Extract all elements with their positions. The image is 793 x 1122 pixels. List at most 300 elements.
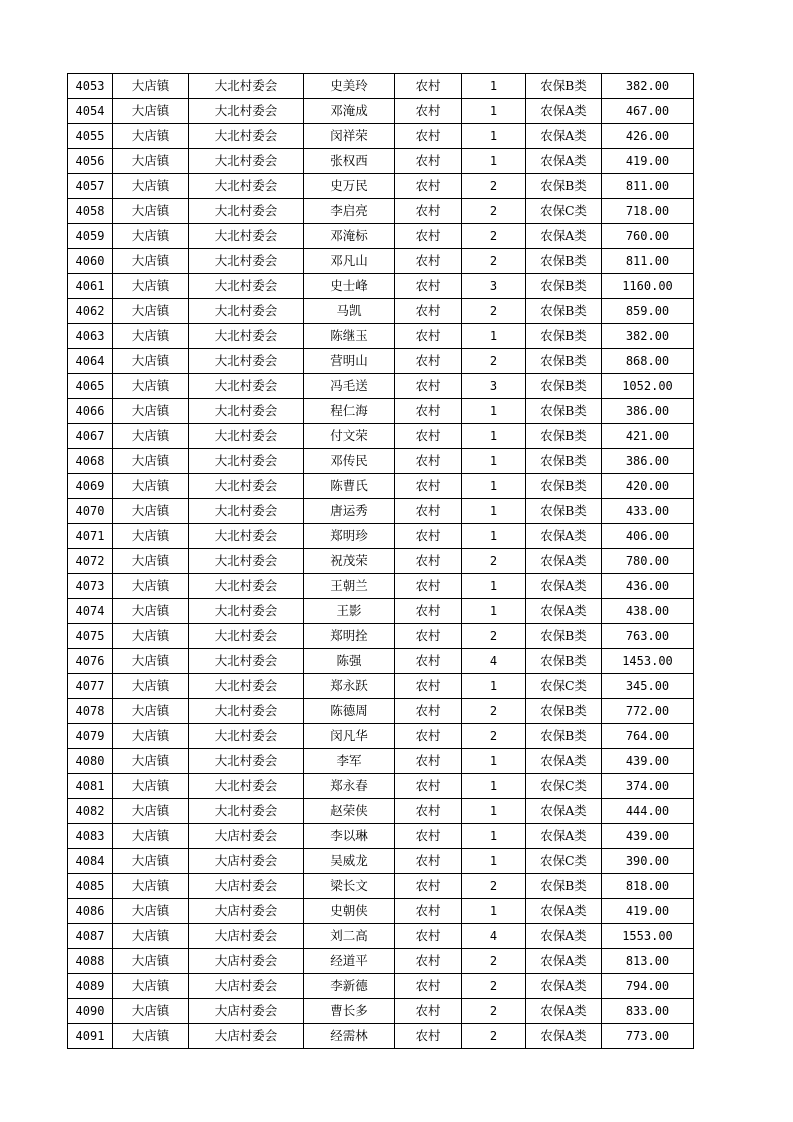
- area-type-cell: 农村: [395, 74, 462, 99]
- town-cell: 大店镇: [113, 424, 189, 449]
- area-type-cell: 农村: [395, 799, 462, 824]
- household-count-cell: 1: [462, 74, 526, 99]
- amount-cell: 345.00: [602, 674, 694, 699]
- table-row: [68, 324, 694, 349]
- household-count-cell: 1: [462, 749, 526, 774]
- household-count-cell: 1: [462, 399, 526, 424]
- town-cell: 大店镇: [113, 949, 189, 974]
- town-cell: 大店镇: [113, 749, 189, 774]
- town-cell: 大店镇: [113, 774, 189, 799]
- household-count-cell: 1: [462, 574, 526, 599]
- area-type-cell: 农村: [395, 149, 462, 174]
- name-cell: 李启亮: [304, 199, 395, 224]
- town-cell: 大店镇: [113, 899, 189, 924]
- household-count-cell: 2: [462, 549, 526, 574]
- household-count-cell: 1: [462, 799, 526, 824]
- table-row: [68, 249, 694, 274]
- village-committee-cell: 大北村委会: [189, 449, 304, 474]
- household-count-cell: 2: [462, 224, 526, 249]
- category-cell: 农保B类: [526, 174, 602, 199]
- serial-number-cell: 4061: [68, 274, 113, 299]
- town-cell: 大店镇: [113, 624, 189, 649]
- area-type-cell: 农村: [395, 399, 462, 424]
- table-row: [68, 149, 694, 174]
- town-cell: 大店镇: [113, 399, 189, 424]
- town-cell: 大店镇: [113, 999, 189, 1024]
- name-cell: 王朝兰: [304, 574, 395, 599]
- area-type-cell: 农村: [395, 874, 462, 899]
- name-cell: 史朝侠: [304, 899, 395, 924]
- amount-cell: 773.00: [602, 1024, 694, 1049]
- area-type-cell: 农村: [395, 474, 462, 499]
- category-cell: 农保A类: [526, 574, 602, 599]
- area-type-cell: 农村: [395, 699, 462, 724]
- amount-cell: 811.00: [602, 249, 694, 274]
- category-cell: 农保A类: [526, 899, 602, 924]
- area-type-cell: 农村: [395, 749, 462, 774]
- area-type-cell: 农村: [395, 174, 462, 199]
- table-row: [68, 74, 694, 99]
- household-count-cell: 4: [462, 924, 526, 949]
- serial-number-cell: 4076: [68, 649, 113, 674]
- area-type-cell: 农村: [395, 374, 462, 399]
- name-cell: 经道平: [304, 949, 395, 974]
- household-count-cell: 2: [462, 624, 526, 649]
- household-count-cell: 1: [462, 324, 526, 349]
- table-row: [68, 749, 694, 774]
- serial-number-cell: 4078: [68, 699, 113, 724]
- village-committee-cell: 大北村委会: [189, 549, 304, 574]
- serial-number-cell: 4090: [68, 999, 113, 1024]
- area-type-cell: 农村: [395, 674, 462, 699]
- table-row: [68, 349, 694, 374]
- household-count-cell: 2: [462, 974, 526, 999]
- area-type-cell: 农村: [395, 449, 462, 474]
- amount-cell: 439.00: [602, 749, 694, 774]
- category-cell: 农保A类: [526, 599, 602, 624]
- area-type-cell: 农村: [395, 599, 462, 624]
- household-count-cell: 1: [462, 599, 526, 624]
- amount-cell: 780.00: [602, 549, 694, 574]
- amount-cell: 868.00: [602, 349, 694, 374]
- household-count-cell: 1: [462, 499, 526, 524]
- table-row: [68, 724, 694, 749]
- serial-number-cell: 4077: [68, 674, 113, 699]
- village-committee-cell: 大北村委会: [189, 124, 304, 149]
- category-cell: 农保B类: [526, 399, 602, 424]
- area-type-cell: 农村: [395, 924, 462, 949]
- category-cell: 农保B类: [526, 374, 602, 399]
- household-count-cell: 1: [462, 474, 526, 499]
- category-cell: 农保A类: [526, 949, 602, 974]
- serial-number-cell: 4083: [68, 824, 113, 849]
- village-committee-cell: 大北村委会: [189, 174, 304, 199]
- area-type-cell: 农村: [395, 549, 462, 574]
- household-count-cell: 2: [462, 349, 526, 374]
- amount-cell: 444.00: [602, 799, 694, 824]
- table-row: [68, 224, 694, 249]
- household-count-cell: 2: [462, 1024, 526, 1049]
- town-cell: 大店镇: [113, 849, 189, 874]
- category-cell: 农保B类: [526, 324, 602, 349]
- village-committee-cell: 大北村委会: [189, 424, 304, 449]
- village-committee-cell: 大北村委会: [189, 599, 304, 624]
- category-cell: 农保A类: [526, 524, 602, 549]
- amount-cell: 818.00: [602, 874, 694, 899]
- town-cell: 大店镇: [113, 1024, 189, 1049]
- name-cell: 闵凡华: [304, 724, 395, 749]
- village-committee-cell: 大北村委会: [189, 524, 304, 549]
- table-row: [68, 299, 694, 324]
- village-committee-cell: 大北村委会: [189, 249, 304, 274]
- household-count-cell: 1: [462, 149, 526, 174]
- name-cell: 梁长文: [304, 874, 395, 899]
- household-count-cell: 1: [462, 124, 526, 149]
- name-cell: 付文荣: [304, 424, 395, 449]
- name-cell: 闵祥荣: [304, 124, 395, 149]
- town-cell: 大店镇: [113, 699, 189, 724]
- amount-cell: 772.00: [602, 699, 694, 724]
- table-row: [68, 574, 694, 599]
- amount-cell: 813.00: [602, 949, 694, 974]
- serial-number-cell: 4089: [68, 974, 113, 999]
- name-cell: 陈强: [304, 649, 395, 674]
- table-row: [68, 824, 694, 849]
- name-cell: 李以琳: [304, 824, 395, 849]
- town-cell: 大店镇: [113, 174, 189, 199]
- name-cell: 邓传民: [304, 449, 395, 474]
- category-cell: 农保B类: [526, 699, 602, 724]
- amount-cell: 419.00: [602, 149, 694, 174]
- table-row: [68, 99, 694, 124]
- table-row: [68, 499, 694, 524]
- village-committee-cell: 大店村委会: [189, 824, 304, 849]
- village-committee-cell: 大店村委会: [189, 874, 304, 899]
- table-row: [68, 674, 694, 699]
- amount-cell: 760.00: [602, 224, 694, 249]
- amount-cell: 764.00: [602, 724, 694, 749]
- name-cell: 李新德: [304, 974, 395, 999]
- town-cell: 大店镇: [113, 674, 189, 699]
- serial-number-cell: 4057: [68, 174, 113, 199]
- table-row: [68, 599, 694, 624]
- area-type-cell: 农村: [395, 974, 462, 999]
- serial-number-cell: 4067: [68, 424, 113, 449]
- village-committee-cell: 大北村委会: [189, 699, 304, 724]
- household-count-cell: 3: [462, 274, 526, 299]
- town-cell: 大店镇: [113, 274, 189, 299]
- town-cell: 大店镇: [113, 924, 189, 949]
- serial-number-cell: 4080: [68, 749, 113, 774]
- serial-number-cell: 4084: [68, 849, 113, 874]
- category-cell: 农保B类: [526, 249, 602, 274]
- household-count-cell: 1: [462, 424, 526, 449]
- serial-number-cell: 4064: [68, 349, 113, 374]
- category-cell: 农保A类: [526, 1024, 602, 1049]
- name-cell: 邓淹成: [304, 99, 395, 124]
- table-row: [68, 874, 694, 899]
- table-body: [68, 74, 694, 1049]
- serial-number-cell: 4069: [68, 474, 113, 499]
- household-count-cell: 2: [462, 999, 526, 1024]
- serial-number-cell: 4088: [68, 949, 113, 974]
- name-cell: 李军: [304, 749, 395, 774]
- town-cell: 大店镇: [113, 124, 189, 149]
- village-committee-cell: 大北村委会: [189, 624, 304, 649]
- table-row: [68, 274, 694, 299]
- town-cell: 大店镇: [113, 824, 189, 849]
- table-row: [68, 424, 694, 449]
- name-cell: 祝茂荣: [304, 549, 395, 574]
- table-row: [68, 399, 694, 424]
- village-committee-cell: 大北村委会: [189, 574, 304, 599]
- amount-cell: 382.00: [602, 324, 694, 349]
- household-count-cell: 2: [462, 249, 526, 274]
- town-cell: 大店镇: [113, 549, 189, 574]
- name-cell: 史万民: [304, 174, 395, 199]
- name-cell: 史士峰: [304, 274, 395, 299]
- table-row: [68, 624, 694, 649]
- serial-number-cell: 4055: [68, 124, 113, 149]
- village-committee-cell: 大北村委会: [189, 749, 304, 774]
- category-cell: 农保A类: [526, 924, 602, 949]
- town-cell: 大店镇: [113, 149, 189, 174]
- table-row: [68, 549, 694, 574]
- name-cell: 唐运秀: [304, 499, 395, 524]
- village-committee-cell: 大店村委会: [189, 899, 304, 924]
- category-cell: 农保A类: [526, 999, 602, 1024]
- village-committee-cell: 大北村委会: [189, 724, 304, 749]
- town-cell: 大店镇: [113, 249, 189, 274]
- serial-number-cell: 4091: [68, 1024, 113, 1049]
- household-count-cell: 2: [462, 724, 526, 749]
- serial-number-cell: 4059: [68, 224, 113, 249]
- amount-cell: 406.00: [602, 524, 694, 549]
- amount-cell: 794.00: [602, 974, 694, 999]
- name-cell: 邓凡山: [304, 249, 395, 274]
- household-count-cell: 1: [462, 524, 526, 549]
- area-type-cell: 农村: [395, 249, 462, 274]
- category-cell: 农保B类: [526, 299, 602, 324]
- village-committee-cell: 大店村委会: [189, 849, 304, 874]
- name-cell: 马凯: [304, 299, 395, 324]
- household-count-cell: 2: [462, 199, 526, 224]
- name-cell: 刘二高: [304, 924, 395, 949]
- household-count-cell: 1: [462, 774, 526, 799]
- table-row: [68, 699, 694, 724]
- category-cell: 农保B类: [526, 449, 602, 474]
- amount-cell: 1052.00: [602, 374, 694, 399]
- area-type-cell: 农村: [395, 99, 462, 124]
- name-cell: 赵荣侠: [304, 799, 395, 824]
- category-cell: 农保C类: [526, 674, 602, 699]
- amount-cell: 386.00: [602, 449, 694, 474]
- table-row: [68, 774, 694, 799]
- town-cell: 大店镇: [113, 499, 189, 524]
- table-row: [68, 474, 694, 499]
- village-committee-cell: 大北村委会: [189, 474, 304, 499]
- table-row: [68, 949, 694, 974]
- household-count-cell: 4: [462, 649, 526, 674]
- area-type-cell: 农村: [395, 649, 462, 674]
- area-type-cell: 农村: [395, 574, 462, 599]
- household-count-cell: 1: [462, 849, 526, 874]
- serial-number-cell: 4074: [68, 599, 113, 624]
- name-cell: 郑明拴: [304, 624, 395, 649]
- category-cell: 农保A类: [526, 974, 602, 999]
- category-cell: 农保B类: [526, 274, 602, 299]
- serial-number-cell: 4075: [68, 624, 113, 649]
- household-count-cell: 2: [462, 174, 526, 199]
- table-row: [68, 899, 694, 924]
- subsidy-table: [67, 73, 694, 1049]
- town-cell: 大店镇: [113, 874, 189, 899]
- amount-cell: 439.00: [602, 824, 694, 849]
- town-cell: 大店镇: [113, 74, 189, 99]
- category-cell: 农保B类: [526, 474, 602, 499]
- village-committee-cell: 大店村委会: [189, 1024, 304, 1049]
- village-committee-cell: 大北村委会: [189, 649, 304, 674]
- serial-number-cell: 4085: [68, 874, 113, 899]
- table-row: [68, 174, 694, 199]
- household-count-cell: 2: [462, 299, 526, 324]
- amount-cell: 438.00: [602, 599, 694, 624]
- category-cell: 农保A类: [526, 149, 602, 174]
- town-cell: 大店镇: [113, 574, 189, 599]
- name-cell: 王影: [304, 599, 395, 624]
- town-cell: 大店镇: [113, 374, 189, 399]
- household-count-cell: 2: [462, 699, 526, 724]
- category-cell: 农保A类: [526, 749, 602, 774]
- area-type-cell: 农村: [395, 299, 462, 324]
- village-committee-cell: 大北村委会: [189, 324, 304, 349]
- household-count-cell: 2: [462, 874, 526, 899]
- household-count-cell: 2: [462, 949, 526, 974]
- town-cell: 大店镇: [113, 224, 189, 249]
- town-cell: 大店镇: [113, 299, 189, 324]
- serial-number-cell: 4082: [68, 799, 113, 824]
- area-type-cell: 农村: [395, 724, 462, 749]
- village-committee-cell: 大北村委会: [189, 674, 304, 699]
- amount-cell: 390.00: [602, 849, 694, 874]
- town-cell: 大店镇: [113, 724, 189, 749]
- serial-number-cell: 4065: [68, 374, 113, 399]
- serial-number-cell: 4058: [68, 199, 113, 224]
- area-type-cell: 农村: [395, 324, 462, 349]
- village-committee-cell: 大北村委会: [189, 199, 304, 224]
- table-row: [68, 924, 694, 949]
- area-type-cell: 农村: [395, 999, 462, 1024]
- name-cell: 张权西: [304, 149, 395, 174]
- town-cell: 大店镇: [113, 449, 189, 474]
- name-cell: 郑永跃: [304, 674, 395, 699]
- household-count-cell: 1: [462, 824, 526, 849]
- category-cell: 农保B类: [526, 874, 602, 899]
- area-type-cell: 农村: [395, 899, 462, 924]
- amount-cell: 421.00: [602, 424, 694, 449]
- serial-number-cell: 4068: [68, 449, 113, 474]
- amount-cell: 419.00: [602, 899, 694, 924]
- area-type-cell: 农村: [395, 849, 462, 874]
- serial-number-cell: 4063: [68, 324, 113, 349]
- household-count-cell: 1: [462, 899, 526, 924]
- serial-number-cell: 4056: [68, 149, 113, 174]
- village-committee-cell: 大店村委会: [189, 924, 304, 949]
- table-row: [68, 649, 694, 674]
- table-row: [68, 374, 694, 399]
- category-cell: 农保C类: [526, 199, 602, 224]
- serial-number-cell: 4070: [68, 499, 113, 524]
- category-cell: 农保C类: [526, 774, 602, 799]
- serial-number-cell: 4066: [68, 399, 113, 424]
- village-committee-cell: 大北村委会: [189, 99, 304, 124]
- table-row: [68, 524, 694, 549]
- amount-cell: 1453.00: [602, 649, 694, 674]
- village-committee-cell: 大北村委会: [189, 299, 304, 324]
- village-committee-cell: 大北村委会: [189, 224, 304, 249]
- amount-cell: 1160.00: [602, 274, 694, 299]
- table-row: [68, 974, 694, 999]
- serial-number-cell: 4073: [68, 574, 113, 599]
- name-cell: 陈曹氏: [304, 474, 395, 499]
- name-cell: 经需林: [304, 1024, 395, 1049]
- amount-cell: 436.00: [602, 574, 694, 599]
- village-committee-cell: 大北村委会: [189, 774, 304, 799]
- town-cell: 大店镇: [113, 349, 189, 374]
- name-cell: 陈德周: [304, 699, 395, 724]
- town-cell: 大店镇: [113, 974, 189, 999]
- village-committee-cell: 大北村委会: [189, 799, 304, 824]
- area-type-cell: 农村: [395, 949, 462, 974]
- name-cell: 邓淹标: [304, 224, 395, 249]
- area-type-cell: 农村: [395, 424, 462, 449]
- amount-cell: 467.00: [602, 99, 694, 124]
- category-cell: 农保A类: [526, 799, 602, 824]
- household-count-cell: 1: [462, 99, 526, 124]
- amount-cell: 433.00: [602, 499, 694, 524]
- area-type-cell: 农村: [395, 349, 462, 374]
- amount-cell: 763.00: [602, 624, 694, 649]
- category-cell: 农保A类: [526, 124, 602, 149]
- name-cell: 冯毛送: [304, 374, 395, 399]
- village-committee-cell: 大北村委会: [189, 149, 304, 174]
- category-cell: 农保B类: [526, 74, 602, 99]
- serial-number-cell: 4079: [68, 724, 113, 749]
- table-row: [68, 849, 694, 874]
- amount-cell: 833.00: [602, 999, 694, 1024]
- area-type-cell: 农村: [395, 499, 462, 524]
- category-cell: 农保B类: [526, 624, 602, 649]
- table-row: [68, 999, 694, 1024]
- serial-number-cell: 4060: [68, 249, 113, 274]
- name-cell: 史美玲: [304, 74, 395, 99]
- category-cell: 农保B类: [526, 349, 602, 374]
- amount-cell: 1553.00: [602, 924, 694, 949]
- category-cell: 农保A类: [526, 99, 602, 124]
- area-type-cell: 农村: [395, 1024, 462, 1049]
- amount-cell: 382.00: [602, 74, 694, 99]
- name-cell: 程仁海: [304, 399, 395, 424]
- category-cell: 农保A类: [526, 224, 602, 249]
- area-type-cell: 农村: [395, 274, 462, 299]
- village-committee-cell: 大北村委会: [189, 374, 304, 399]
- category-cell: 农保A类: [526, 549, 602, 574]
- village-committee-cell: 大北村委会: [189, 274, 304, 299]
- category-cell: 农保A类: [526, 824, 602, 849]
- area-type-cell: 农村: [395, 224, 462, 249]
- category-cell: 农保B类: [526, 424, 602, 449]
- table-row: [68, 449, 694, 474]
